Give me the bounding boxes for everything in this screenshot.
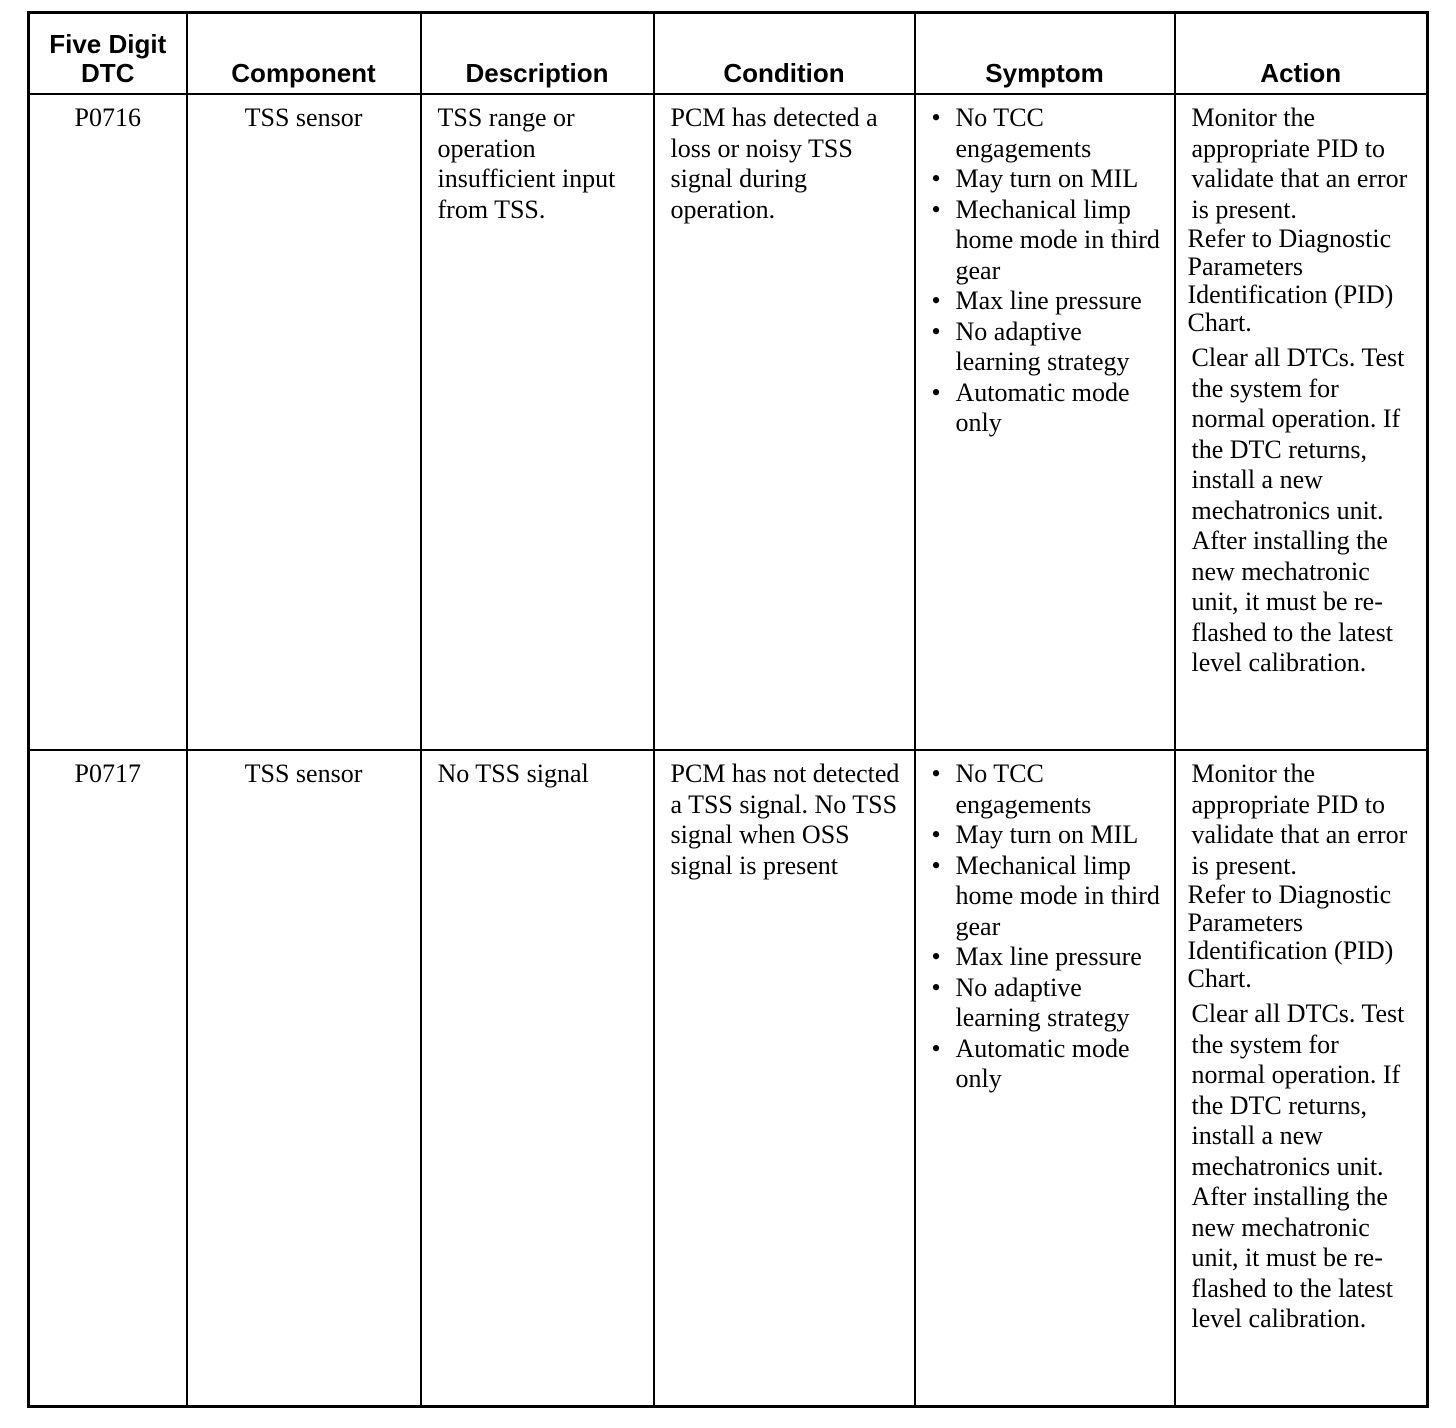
symptom-item: • No adaptive learning strategy xyxy=(932,973,1164,1034)
symptom-item: • Mechanical limp home mode in third gear xyxy=(932,851,1164,943)
action-monitor-text: Monitor the appropriate PID to validate that an error is present. xyxy=(1191,759,1408,880)
header-action: Action xyxy=(1175,13,1428,95)
dtc-table xyxy=(27,11,1429,1408)
action-cell xyxy=(1175,94,1428,750)
symptom-item: • No TCC engagements xyxy=(932,103,1164,164)
symptom-cell xyxy=(915,94,1175,750)
component-cell: TSS sensor xyxy=(187,750,421,1406)
table-row xyxy=(29,750,1428,1406)
description-cell: No TSS signal xyxy=(421,750,654,1406)
symptom-item: • Automatic mode only xyxy=(932,378,1164,439)
action-cell xyxy=(1175,750,1428,1406)
description-cell: TSS range or operation insufficient input from TSS. xyxy=(421,94,654,750)
table-row xyxy=(29,94,1428,750)
symptom-item: • Automatic mode only xyxy=(932,1034,1164,1095)
action-clear-text: Clear all DTCs. Test the system for normal operation. If the DTC returns, install a new mechatronics unit. After installing the new mechatronic unit, it must be re-flashed to the latest level calibration. xyxy=(1191,999,1405,1333)
header-description: Description xyxy=(421,13,654,95)
action-refer-text: Refer to Diagnostic Parameters Identification (PID) Chart. xyxy=(1187,224,1394,337)
symptom-list xyxy=(932,759,1164,1095)
header-symptom: Symptom xyxy=(915,13,1175,95)
symptom-item: • May turn on MIL xyxy=(932,164,1164,195)
symptom-cell xyxy=(915,750,1175,1406)
symptom-item: • Max line pressure xyxy=(932,286,1164,317)
action-clear-text: Clear all DTCs. Test the system for normal operation. If the DTC returns, install a new mechatronics unit. After installing the new mechatronic unit, it must be re-flashed to the latest level calibration. xyxy=(1191,343,1405,677)
dtc-code: P0716 xyxy=(29,94,187,750)
component-cell: TSS sensor xyxy=(187,94,421,750)
symptom-list xyxy=(932,103,1164,439)
action-refer-text: Refer to Diagnostic Parameters Identification (PID) Chart. xyxy=(1187,880,1394,993)
condition-cell: PCM has not detected a TSS signal. No TSS signal when OSS signal is present xyxy=(654,750,915,1406)
dtc-code: P0717 xyxy=(29,750,187,1406)
header-component: Component xyxy=(187,13,421,95)
condition-cell: PCM has detected a loss or noisy TSS signal during operation. xyxy=(654,94,915,750)
symptom-item: • No TCC engagements xyxy=(932,759,1164,820)
symptom-item: • Mechanical limp home mode in third gear xyxy=(932,195,1164,287)
symptom-item: • No adaptive learning strategy xyxy=(932,317,1164,378)
symptom-item: • May turn on MIL xyxy=(932,820,1164,851)
header-five-digit-dtc: Five Digit DTC xyxy=(29,13,187,95)
symptom-item: • Max line pressure xyxy=(932,942,1164,973)
header-row xyxy=(29,13,1428,95)
header-condition: Condition xyxy=(654,13,915,95)
action-monitor-text: Monitor the appropriate PID to validate that an error is present. xyxy=(1191,103,1408,224)
